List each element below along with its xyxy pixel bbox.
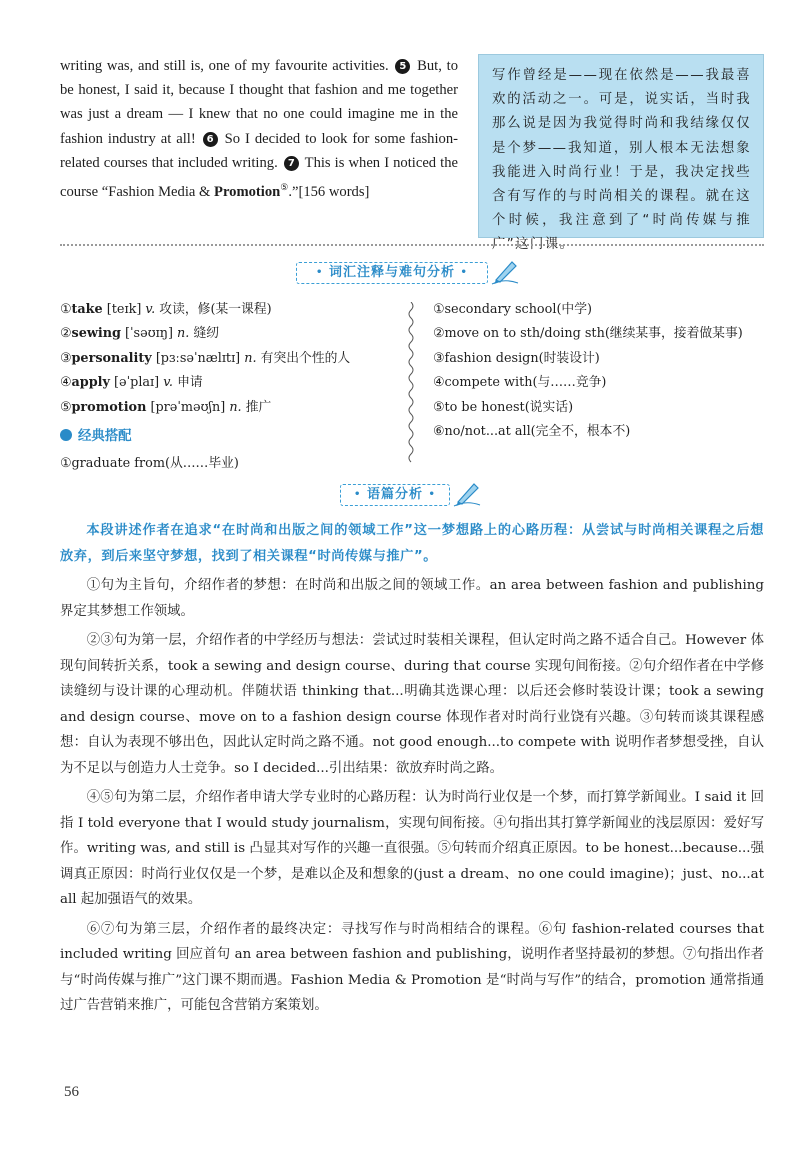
analysis-paragraph: ②③句为第一层，介绍作者的中学经历与想法：尝试过时装相关课程，但认定时尚之路不适合自己。However 体现句间转折关系，took a sewing and design course、during that course 实现句间衔接。②句介绍作者在中学修读缝纫与设计课的心理动机。伴随状语 thinking that...明确其选课心理：以后还会修时装设计课；took a sewing and design course、move on to a fashion design course 体现作者对时尚行业饶有兴趣。③句转而谈其课程感想：自认为表现不够出色，因此认定时尚之路不通。not good enough...to compete with 说明作者梦想受挫，自认为不足以与创造力人士竞争。so I decided...引出结果：欲放弃时尚之路。 — [60, 633, 764, 776]
translation-box — [478, 54, 764, 253]
sentence-number-5: 5 — [395, 59, 410, 74]
passage-text-4: This is when I noticed the course “Fashion Media & — [60, 154, 458, 200]
bullet-icon — [60, 429, 72, 441]
phrase-item: ③fashion design(时装设计) — [433, 350, 600, 366]
vocab-item: ③personality [pɜːsəˈnælɪtɪ] n. 有突出个性的人 — [60, 350, 351, 366]
vocab-item: ④apply [əˈplaɪ] v. 申请 — [60, 375, 203, 391]
phrase-item: ⑥no/not...at all(完全不，根本不) — [433, 423, 631, 439]
analysis-paragraph: ①句为主旨句，介绍作者的梦想：在时尚和出版之间的领域工作。an area between fashion and publishing 界定其梦想工作领域。 — [60, 578, 764, 619]
page-number: 56 — [64, 1084, 79, 1100]
vocab-list-left — [60, 298, 400, 420]
passage-bold-word: Promotion — [214, 183, 281, 200]
analysis-paragraph: ④⑤句为第二层，介绍作者申请大学专业时的心路历程：认为时尚行业仅是一个梦，而打算学新闻业。I said it 回指 I told everyone that I would study journalism，实现句间衔接。④句指出其打算学新闻业的浅层原因：爱好写作。writing was, and still is 凸显其对写作的兴趣一直很强。⑤句转而介绍真正原因。to be honest...because...强调真正原因：时尚行业仅仅是一个梦，是难以企及和想象的(just a dream、no one could imagine)；just、no...at all 起加强语气的效果。 — [60, 790, 764, 907]
passage-text-3: So I decided to look for some fashion-related courses that included writing. — [60, 130, 458, 171]
vocab-item: ①take [teɪk] v. 攻读，修(某一课程) — [60, 302, 272, 317]
vocab-banner-title: 词汇注释与难句分析 — [328, 265, 455, 280]
sentence-number-7: 7 — [284, 156, 299, 171]
vocab-item: ②sewing [ˈsəʊɪŋ] n. 缝纫 — [60, 326, 220, 342]
discourse-analysis — [60, 518, 764, 1019]
analysis-intro: 本段讲述作者在追求“在时尚和出版之间的领域工作”这一梦想路上的心路历程：从尝试与时尚相关课程之后想放弃，到后来坚守梦想，找到了相关课程“时尚传媒与推广”。 — [60, 523, 764, 564]
passage-text-end: .”[156 words] — [288, 183, 370, 200]
sentence-number-6: 6 — [203, 132, 218, 147]
passage-section — [60, 54, 764, 253]
passage-text-1: writing was, and still is, one of my favourite activities. — [60, 58, 389, 74]
pen-icon — [452, 478, 482, 508]
analysis-banner: • 语篇分析 • — [340, 484, 450, 506]
wavy-divider — [406, 302, 416, 464]
pen-icon — [490, 256, 520, 286]
analysis-banner-title: 语篇分析 — [366, 487, 423, 502]
vocab-item: ⑤promotion [prəˈməʊʃn] n. 推广 — [60, 399, 272, 415]
passage-footnote-mark: ⑤ — [280, 182, 289, 193]
vocab-banner: • 词汇注释与难句分析 • — [296, 262, 488, 284]
translation-text: 写作曾经是——现在依然是——我最喜欢的活动之一。可是，说实话，当时我那么说是因为我觉得时尚和我结缘仅仅是个梦——我知道，别人根本无法想象我能进入时尚行业！于是，我决定找些含有写作的与时尚相关的课程。就在这个时候，我注意到了“时尚传媒与推广”这门课。 — [492, 68, 751, 253]
analysis-paragraph: ⑥⑦句为第三层，介绍作者的最终决定：寻找写作与时尚相结合的课程。⑥句 fashion-related courses that included writing 回应首句 an area between fashion and publishing，说明作者坚持最初的梦想。⑦句指出作者与“时尚传媒与推广”这门课不期而遇。Fashion Media & Promotion 是“时尚与写作”的结合，promotion 通常指通过广告营销来推广，可能包含营销方案策划。 — [60, 921, 764, 1013]
phrase-item: ④compete with(与……竞争) — [433, 375, 607, 391]
classic-collocation-heading: 经典搭配 — [60, 425, 132, 444]
phrase-item: ⑤to be honest(说实话) — [433, 399, 574, 415]
vocab-list-right — [433, 298, 773, 444]
passage-text-2: But, to be honest, I said it, because I thought that fashion and me together was just a dream — I knew that no one could imagine me in the fashion industry at all! — [60, 58, 458, 147]
phrase-item: ①secondary school(中学) — [433, 302, 593, 317]
phrase-item: ②move on to sth/doing sth(继续某事，接着做某事) — [433, 326, 743, 342]
english-passage — [60, 54, 458, 204]
classic-collocation-item: ①graduate from(从……毕业) — [60, 456, 239, 471]
dotted-divider — [60, 244, 764, 246]
